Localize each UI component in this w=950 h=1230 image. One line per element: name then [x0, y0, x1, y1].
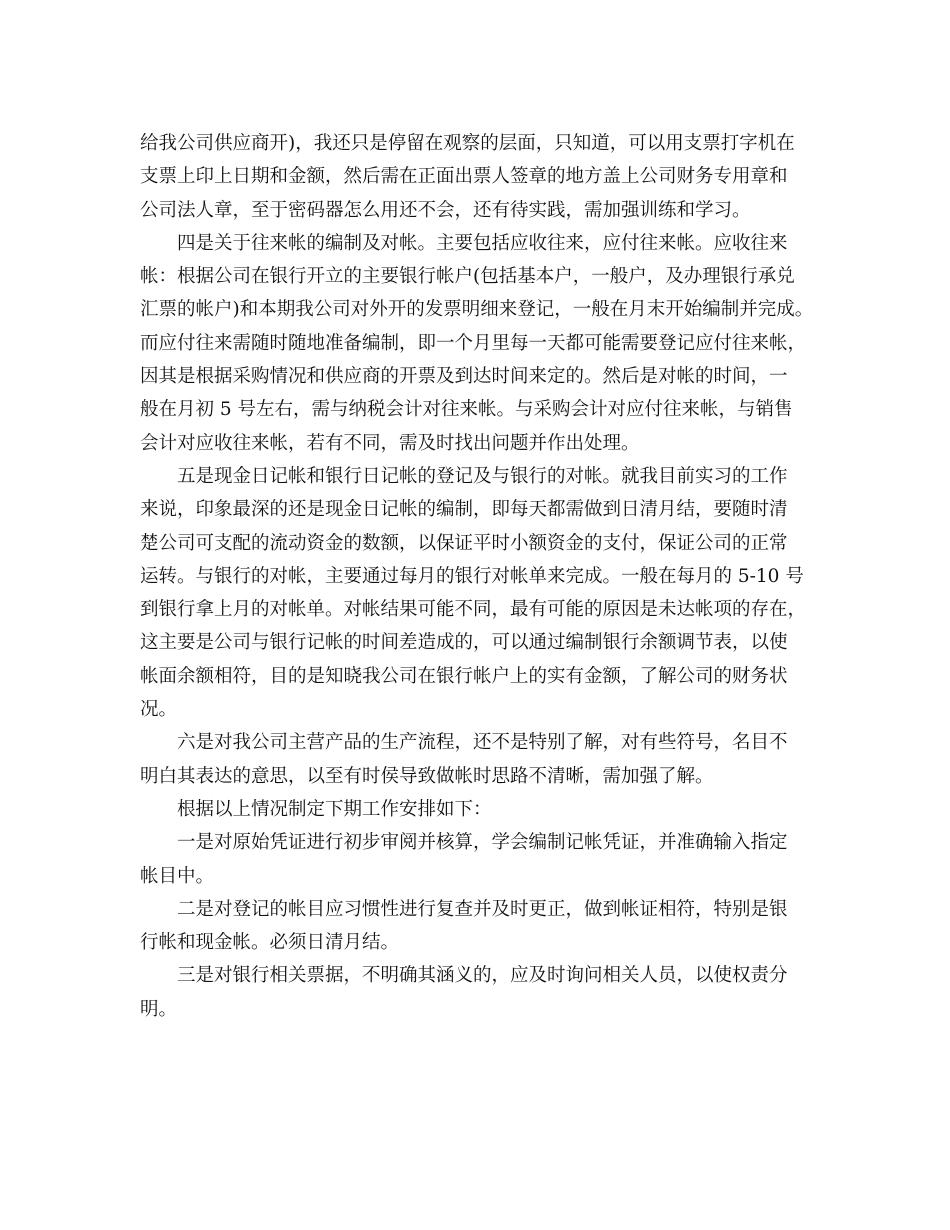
text-line: 公司法人章，至于密码器怎么用还不会，还有待实践，需加强训练和学习。 [140, 199, 751, 221]
text-line: 来说，印象最深的还是现金日记帐的编制，即每天都需做到日清月结，要随时清 [140, 499, 788, 521]
document-body [140, 127, 814, 1026]
text-line: 帐目中。 [140, 865, 215, 887]
text-line: 明。 [140, 998, 178, 1020]
paragraph-start-line: 五是现金日记帐和银行日记帐的登记及与银行的对帐。就我目前实习的工作 [177, 465, 788, 487]
paragraph-start-line: 二是对登记的帐目应习惯性进行复查并及时更正，做到帐证相符，特别是银 [177, 898, 788, 920]
paragraph-start-line: 六是对我公司主营产品的生产流程，还不是特别了解，对有些符号，名目不 [177, 732, 788, 754]
text-line: 而应付往来需随时随地准备编制，即一个月里每一天都可能需要登记应付往来帐， [140, 332, 807, 354]
text-line: 帐面余额相符，目的是知晓我公司在银行帐户上的实有金额，了解公司的财务状 [140, 665, 788, 687]
text-line: 给我公司供应商开)，我还只是停留在观察的层面，只知道，可以用支票打字机在 [140, 133, 795, 154]
text-line: 楚公司可支配的流动资金的数额，以保证平时小额资金的支付，保证公司的正常 [140, 532, 788, 554]
text-line: 到银行拿上月的对帐单。对帐结果可能不同，最有可能的原因是未达帐项的存在， [140, 599, 807, 621]
text-line: 汇票的帐户)和本期我公司对外开的发票明细来登记，一般在月末开始编制并完成。 [140, 299, 814, 321]
text-line: 这主要是公司与银行记帐的时间差造成的，可以通过编制银行余额调节表，以使 [140, 632, 788, 654]
paragraph-start-line: 四是关于往来帐的编制及对帐。主要包括应收往来，应付往来帐。应收往来 [177, 232, 788, 254]
text-line: 因其是根据采购情况和供应商的开票及到达时间来定的。然后是对帐的时间，一 [140, 366, 788, 388]
text-line: 运转。与银行的对帐，主要通过每月的银行对帐单来完成。一般在每月的 5-10 号 [140, 565, 804, 587]
text-line: 支票上印上日期和金额，然后需在正面出票人签章的地方盖上公司财务专用章和 [140, 166, 788, 188]
text-line: 帐：根据公司在银行开立的主要银行帐户(包括基本户，一般户，及办理银行承兑 [140, 266, 795, 288]
text-line: 会计对应收往来帐，若有不同，需及时找出问题并作出处理。 [140, 432, 640, 454]
paragraph-start-line: 一是对原始凭证进行初步审阅并核算，学会编制记帐凭证，并准确输入指定 [177, 832, 788, 854]
paragraph-start-line: 根据以上情况制定下期工作安排如下： [177, 798, 492, 820]
text-line: 况。 [140, 699, 178, 721]
text-line: 行帐和现金帐。必须日清月结。 [140, 932, 400, 954]
text-line: 般在月初 5 号左右，需与纳税会计对往来帐。与采购会计对应付往来帐，与销售 [140, 399, 793, 421]
text-line: 明白其表达的意思，以至有时侯导致做帐时思路不清晰，需加强了解。 [140, 765, 714, 787]
paragraph-start-line: 三是对银行相关票据，不明确其涵义的，应及时询问相关人员，以使权责分 [177, 965, 788, 987]
